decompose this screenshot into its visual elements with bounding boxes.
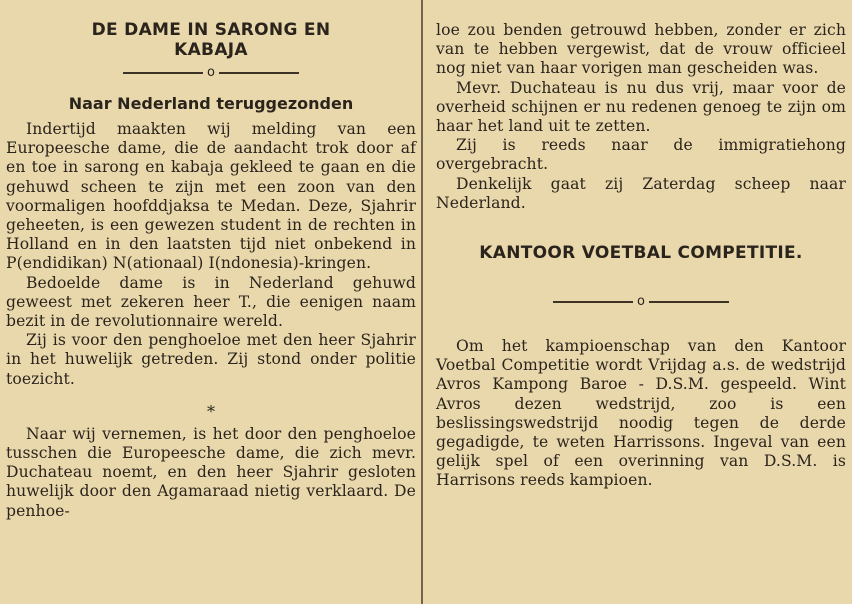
- article-paragraph-1: Indertijd maakten wij melding van een Europeesche dame, die de aandacht trok door af en toe in sarong en kabaja gekleed te gaan en die gehuwd scheen te zijn met een zoon van den voormaligen hoofddjaksa te Medan. Deze, Sjahrir geheeten, is een gewezen student in de rechten in Holland en in den laatsten tijd niet onbekend in P(endidikan) N(ationaal) I(ndonesia)-kringen.: [6, 120, 416, 273]
- article-paragraph-2: Bedoelde dame is in Nederland gehuwd geweest met zekeren heer T., die eenigen naam bezit in de revolutionnaire wereld.: [6, 273, 416, 331]
- article-title-line2: KABAJA: [174, 40, 248, 60]
- sports-divider: o: [436, 295, 846, 309]
- article-subtitle: Naar Nederland teruggezonden: [68, 94, 354, 113]
- sports-title: KANTOOR VOETBAL COMPETITIE.: [479, 243, 803, 264]
- article-paragraph-4: Naar wij vernemen, is het door den penghoeloe tusschen die Europeesche dame, die zich mevr. Duchateau noemt, en den heer Sjahrir gesloten huwelijk door den Agamaraad nietig verklaard. De penhoe-: [6, 424, 416, 520]
- article-paragraph-6: Zij is reeds naar de immigratiehong overgebracht.: [436, 136, 846, 174]
- article-continuation: loe zou benden getrouwd hebben, zonder er zich van te hebben vergewist, dat de vrouw officieel nog niet van haar vorigen man gescheiden was.: [436, 21, 846, 78]
- column-rule: [421, 0, 423, 604]
- article-paragraph-3: Zij is voor den penghoeloe met den heer Sjahrir in het huwelijk getreden. Zij stond onder politie toezicht.: [6, 331, 416, 388]
- sports-paragraph: Om het kampioenschap van den Kantoor Voetbal Competitie wordt Vrijdag a.s. de wedstrijd Avros Kampong Baroe - D.S.M. gespeeld. Wint Avros dezen wedstrijd, zoo is een beslissingswedstrijd noodig tegen de derde gegadigde, te weten Harrissons. Ingeval van een gelijk spel of een overinning van D.S.M. is Harrisons reeds kampioen.: [436, 337, 846, 490]
- left-column: [6, 0, 416, 521]
- article-paragraph-7: Denkelijk gaat zij Zaterdag scheep naar Nederland.: [436, 174, 846, 212]
- right-column: [436, 0, 846, 491]
- title-divider: o: [6, 66, 416, 80]
- article-title-line1: DE DAME IN SARONG EN: [91, 20, 331, 40]
- article-paragraph-5: Mevr. Duchateau is nu dus vrij, maar voor de overheid schijnen er nu redenen genoeg te zijn om haar het land uit te zetten.: [436, 78, 846, 136]
- section-separator: *: [207, 401, 215, 421]
